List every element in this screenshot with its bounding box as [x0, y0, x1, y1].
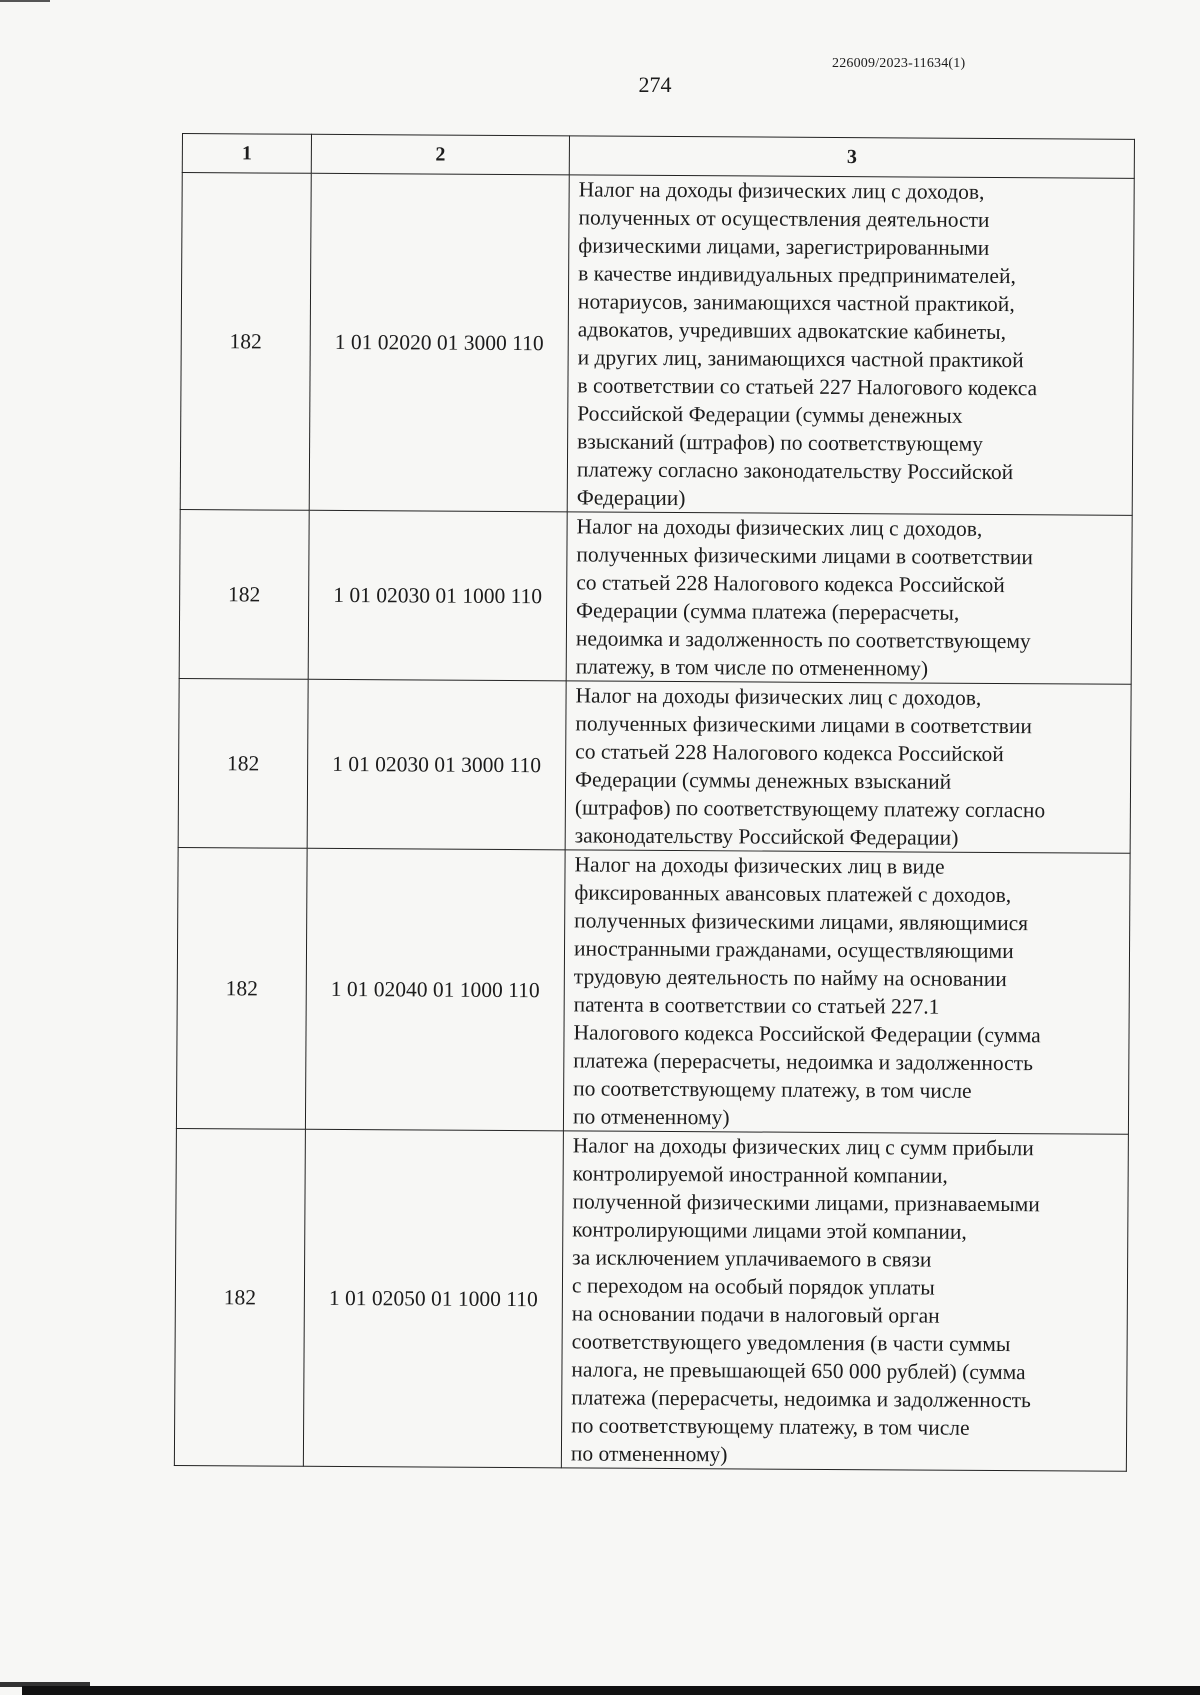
description-line: Налог на доходы физических лиц с доходов, [576, 514, 983, 541]
description-line: соответствующего уведомления (в части суммы [571, 1329, 1011, 1357]
description-line: Налог на доходы физических лиц в виде [574, 852, 945, 879]
description-cell [566, 512, 1132, 684]
description-line: недоимка и задолженность по соответствующему [575, 626, 1031, 654]
description-line: полученной физическими лицами, признаваемыми [572, 1189, 1040, 1217]
description-line: Налогового кодекса Российской Федерации (сумма [573, 1020, 1041, 1048]
description-line: по отмененному) [572, 1104, 730, 1130]
description-line: полученных физическими лицами в соответствии [575, 711, 1032, 739]
description-cell [567, 175, 1134, 515]
table-row [174, 1128, 1128, 1471]
description-line: Федерации) [576, 485, 686, 511]
column-header: 2 [311, 134, 569, 175]
description-line: физическими лицами, зарегистрированными [578, 233, 990, 260]
description-line: по соответствующему платежу, в том числе [573, 1076, 972, 1103]
description-line: в качестве индивидуальных предпринимателей, [578, 261, 1016, 289]
description-line: взысканий (штрафов) по соответствующему [577, 429, 984, 456]
column-header: 1 [182, 134, 311, 174]
kbk-code-cell: 1 01 02020 01 3000 110 [309, 173, 569, 512]
description-line: Федерации (сумма платежа (перерасчеты, [576, 598, 960, 625]
description-line: полученных физическими лицами, являющимися [574, 908, 1029, 936]
description-line: Налог на доходы физических лиц с сумм прибыли [572, 1133, 1034, 1161]
table-body [174, 173, 1134, 1472]
column-header: 3 [569, 136, 1134, 178]
description-line: полученных физическими лицами в соответствии [576, 542, 1033, 570]
page-number: 274 [638, 72, 672, 97]
kbk-code-cell: 1 01 02050 01 1000 110 [303, 1129, 563, 1468]
admin-code-cell: 182 [178, 678, 308, 848]
description-line: со статьей 228 Налогового кодекса Российской [576, 570, 1005, 598]
description-line: патента в соответствии со статьей 227.1 [573, 992, 940, 1019]
admin-code-cell: 182 [179, 509, 309, 679]
description-line: налога, не превышающей 650 000 рублей) (сумма [571, 1357, 1026, 1385]
description-line: полученных от осуществления деятельности [578, 205, 990, 232]
description-line: трудовую деятельность по найму на основании [573, 964, 1007, 992]
admin-code-cell: 182 [176, 847, 307, 1129]
description-line: по соответствующему платежу, в том числе [571, 1413, 970, 1440]
description-line: с переходом на особый порядок уплаты [571, 1273, 935, 1300]
scan-mark [0, 0, 50, 2]
description-line: платежу согласно законодательству Российской [576, 457, 1014, 485]
description-line: адвокатов, учредивших адвокатские кабинеты, [577, 317, 1007, 345]
description-line: Налог на доходы физических лиц с доходов, [575, 683, 982, 710]
description-line: нотариусов, занимающихся частной практикой, [577, 289, 1015, 317]
description-line: контролирующими лицами этой компании, [572, 1217, 967, 1244]
table-row [180, 173, 1134, 516]
description-line: со статьей 228 Налогового кодекса Российской [575, 739, 1004, 767]
table-row [176, 847, 1130, 1134]
description-line: контролируемой иностранной компании, [572, 1161, 948, 1188]
description-cell [561, 1131, 1128, 1471]
table-container [174, 133, 1135, 1472]
description-line: и других лиц, занимающихся частной практикой [577, 345, 1024, 373]
description-line: платежа (перерасчеты, недоимка и задолженность [571, 1385, 1031, 1413]
table-row [179, 509, 1132, 684]
description-line: Российской Федерации (суммы денежных [577, 401, 963, 428]
admin-code-cell: 182 [180, 173, 311, 511]
description-cell [565, 681, 1131, 853]
description-line: (штрафов) по соответствующему платежу согласно [574, 795, 1046, 823]
admin-code-cell: 182 [174, 1128, 305, 1466]
description-line: в соответствии со статьей 227 Налогового кодекса [577, 373, 1038, 401]
description-line: иностранными гражданами, осуществляющими [573, 936, 1014, 964]
description-line: на основании подачи в налоговый орган [571, 1301, 940, 1328]
scan-bottom-border [22, 1686, 1200, 1695]
table-header-row [182, 134, 1134, 179]
description-line: Федерации (суммы денежных взысканий [574, 767, 952, 794]
description-line: за исключением уплачиваемого в связи [572, 1245, 932, 1272]
kbk-code-cell: 1 01 02030 01 1000 110 [308, 510, 567, 681]
description-line: Налог на доходы физических лиц с доходов, [578, 177, 985, 204]
kbk-code-cell: 1 01 02030 01 3000 110 [307, 679, 566, 850]
description-line: законодательству Российской Федерации) [574, 823, 959, 850]
description-line: платежа (перерасчеты, недоимка и задолженность [573, 1048, 1034, 1076]
document-id: 226009/2023-11634(1) [832, 56, 966, 71]
description-line: по отмененному) [570, 1441, 728, 1467]
description-line: фиксированных авансовых платежей с доходов, [574, 880, 1012, 908]
description-cell [563, 850, 1130, 1134]
kbk-code-cell: 1 01 02040 01 1000 110 [305, 848, 565, 1131]
budget-codes-table [174, 133, 1135, 1472]
table-row [178, 678, 1131, 853]
description-line: платежу, в том числе по отмененному) [575, 654, 929, 681]
